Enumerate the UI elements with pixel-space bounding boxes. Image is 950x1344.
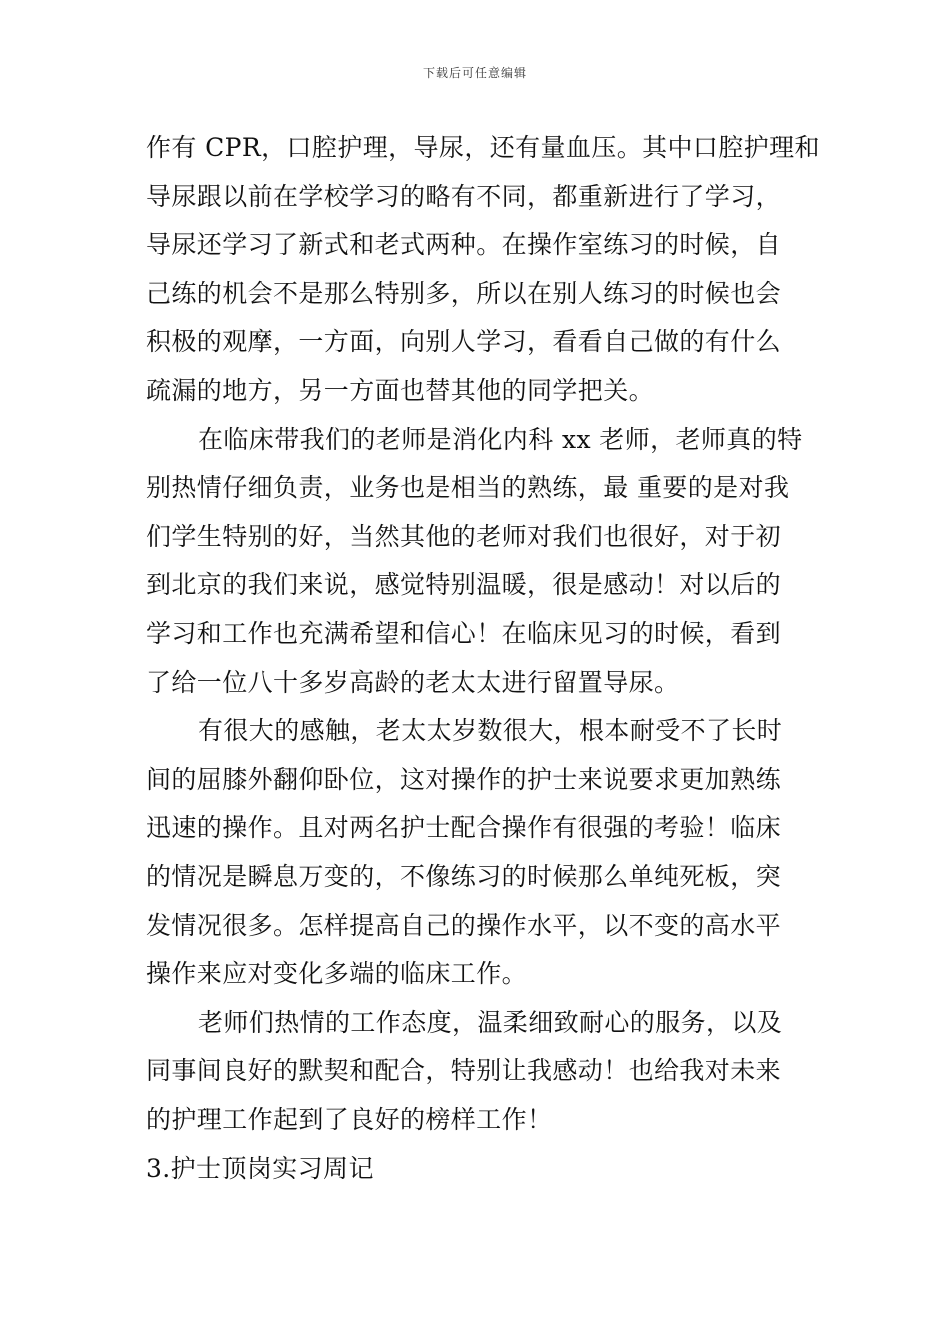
text-line: 同事间良好的默契和配合，特别让我感动！也给我对未来	[146, 1056, 782, 1086]
text-line: 间的屈膝外翻仰卧位，这对操作的护士来说要求更加熟练	[146, 764, 782, 794]
text-line: 操作来应对变化多端的临床工作。	[146, 959, 528, 989]
text-line: 在临床带我们的老师是消化内科 xx 老师，老师真的特	[198, 424, 803, 454]
page-header: 下载后可任意编辑	[422, 66, 527, 80]
text-line: 们学生特别的好，当然其他的老师对我们也很好，对于初	[146, 521, 782, 551]
text-line: 导尿跟以前在学校学习的略有不同，都重新进行了学习，	[146, 181, 782, 211]
text-line: 作有 CPR，口腔护理，导尿，还有量血压。其中口腔护理和	[146, 133, 820, 162]
text-line: 学习和工作也充满希望和信心！在临床见习的时候，看到	[146, 619, 782, 648]
text-line: 己练的机会不是那么特别多，所以在别人练习的时候也会	[146, 278, 782, 308]
text-line: 的护理工作起到了良好的榜样工作！	[146, 1105, 553, 1134]
text-line: 积极的观摩，一方面，向别人学习，看看自己做的有什么	[146, 327, 782, 357]
text-line: 到北京的我们来说，感觉特别温暖，很是感动！对以后的	[146, 570, 782, 600]
text-line: 疏漏的地方，另一方面也替其他的同学把关。	[146, 376, 655, 405]
text-line: 有很大的感触，老太太岁数很大，根本耐受不了长时	[198, 716, 783, 746]
text-line: 迅速的操作。且对两名护士配合操作有很强的考验！临床	[146, 813, 782, 843]
text-line: 别热情仔细负责，业务也是相当的熟练，最 重要的是对我	[146, 473, 790, 503]
text-line: 了给一位八十多岁高龄的老太太进行留置导尿。	[146, 667, 680, 697]
text-line: 导尿还学习了新式和老式两种。在操作室练习的时候，自	[146, 230, 782, 260]
text-line: 发情况很多。怎样提高自己的操作水平，以不变的高水平	[146, 910, 782, 940]
text-line: 老师们热情的工作态度，温柔细致耐心的服务，以及	[198, 1007, 783, 1037]
text-line: 3.护士顶岗实习周记	[146, 1153, 374, 1183]
text-line: 的情况是瞬息万变的，不像练习的时候那么单纯死板，突	[146, 862, 782, 891]
